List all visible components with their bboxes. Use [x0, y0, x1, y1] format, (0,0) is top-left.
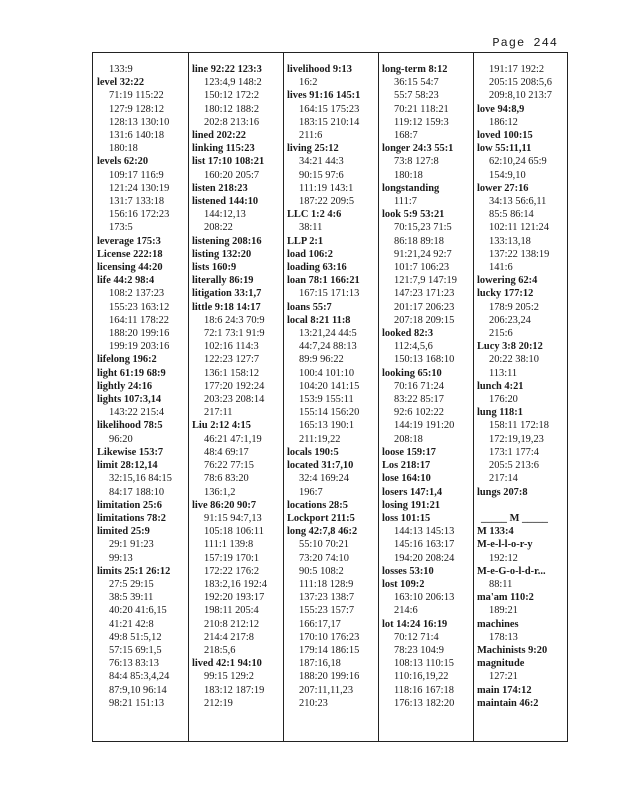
index-entry: loan 78:1 166:21	[287, 275, 360, 287]
index-entry: M-e-l-l-o-r-y	[477, 539, 533, 551]
index-subentry: 96:20	[109, 433, 133, 445]
index-subentry: 76:22 77:15	[204, 460, 254, 472]
index-subentry: 187:22 209:5	[299, 196, 355, 208]
index-subentry: 211:6	[299, 130, 323, 142]
index-subentry: 208:18	[394, 433, 423, 445]
index-entry: lowering 62:4	[477, 275, 538, 287]
index-subentry: 57:15 69:1,5	[109, 644, 162, 656]
index-entry: machines	[477, 618, 519, 630]
index-subentry: 91:15 94:7,13	[204, 512, 262, 524]
index-entry: looked 82:3	[382, 328, 434, 340]
index-subentry: 84:4 85:3,4,24	[109, 671, 170, 683]
index-subentry: 217:14	[489, 473, 518, 485]
index-subentry: 170:10 176:23	[299, 631, 360, 643]
index-entry: Liu 2:12 4:15	[192, 420, 251, 432]
index-subentry: 18:6 24:3 70:9	[204, 314, 265, 326]
index-subentry: 183:12 187:19	[204, 684, 265, 696]
index-subentry: 118:16 167:18	[394, 684, 454, 696]
index-frame	[92, 52, 568, 742]
index-subentry: 176:13 182:20	[394, 697, 455, 709]
index-entry: local 8:21 11:8	[287, 314, 351, 326]
index-subentry: 208:22	[204, 222, 233, 234]
index-subentry	[477, 499, 572, 512]
index-entry: litigation 33:1,7	[192, 288, 262, 300]
index-subentry: 108:2 137:23	[109, 288, 165, 300]
index-entry: love 94:8,9	[477, 103, 525, 115]
index-entry: M-e-G-o-l-d-r...	[477, 565, 546, 577]
index-subentry: 172:19,19,23	[489, 433, 544, 445]
index-subentry: 155:14 156:20	[299, 407, 360, 419]
index-subentry: 155:23 157:7	[299, 605, 355, 617]
index-entry: load 106:2	[287, 248, 333, 260]
index-subentry: 191:17 192:2	[489, 64, 545, 75]
index-subentry: 153:9 155:11	[299, 394, 354, 406]
index-subentry: 48:4 69:17	[204, 446, 249, 458]
index-entry: lights 107:3,14	[97, 394, 162, 406]
index-entry: lightly 24:16	[97, 380, 153, 392]
index-subentry: 145:16 163:17	[394, 539, 455, 551]
index-entry: LLP 2:1	[287, 235, 324, 247]
index-subentry: 180:12 188:2	[204, 103, 260, 115]
index-subentry: 164:15 175:23	[299, 103, 360, 115]
index-entry: lists 160:9	[192, 262, 237, 274]
index-subentry: 44:7,24 88:13	[299, 341, 357, 353]
index-entry: lung 118:1	[477, 407, 523, 419]
index-subentry: 89:9 96:22	[299, 354, 344, 366]
index-subentry: 188:20 199:16	[299, 671, 360, 683]
index-subentry: 131:6 140:18	[109, 130, 165, 142]
index-subentry: 196:7	[299, 486, 323, 498]
index-subentry: 121:7,9 147:19	[394, 275, 457, 287]
index-subentry: 150:13 168:10	[394, 354, 455, 366]
index-subentry: 180:18	[109, 143, 138, 155]
index-subentry: 207:11,11,23	[299, 684, 354, 696]
index-subentry: 207:18 209:15	[394, 314, 455, 326]
index-subentry: 141:6	[489, 262, 513, 274]
index-subentry: 178:13	[489, 631, 518, 643]
index-entry: Lockport 211:5	[287, 512, 355, 524]
index-entry: linking 115:23	[192, 143, 255, 155]
index-subentry: 206:23,24	[489, 314, 531, 326]
index-entry: Machinists 9:20	[477, 644, 548, 656]
index-subentry: 136:1 158:12	[204, 367, 260, 379]
index-subentry: 108:13 110:15	[394, 658, 454, 670]
index-entry: Lucy 3:8 20:12	[477, 341, 543, 353]
index-subentry: 173:1 177:4	[489, 446, 539, 458]
index-column-2	[188, 63, 287, 710]
index-subentry: 214:4 217:8	[204, 631, 254, 643]
index-subentry: 90:15 97:6	[299, 169, 344, 181]
index-entry: maintain 46:2	[477, 697, 539, 709]
index-subentry: 119:12 159:3	[394, 116, 449, 128]
index-entry: longer 24:3 55:1	[382, 143, 454, 155]
index-entry: lifelong 196:2	[97, 354, 157, 366]
index-subentry: 55:7 58:23	[394, 90, 439, 102]
index-column-4	[378, 63, 477, 710]
index-subentry: 144:19 191:20	[394, 420, 455, 432]
index-entry: locals 190:5	[287, 446, 339, 458]
index-subentry: 71:19 115:22	[109, 90, 164, 102]
index-entry: magnitude	[477, 658, 525, 670]
index-entry: License 222:18	[97, 248, 163, 260]
index-subentry: 178:9 205:2	[489, 301, 539, 313]
index-subentry: 131:7 133:18	[109, 196, 165, 208]
index-subentry: 72:1 73:1 91:9	[204, 328, 265, 340]
index-subentry: 133:9	[109, 64, 133, 75]
index-entry: lot 14:24 16:19	[382, 618, 448, 630]
index-entry: losers 147:1,4	[382, 486, 443, 498]
index-entry: limit 28:12,14	[97, 460, 158, 472]
index-subentry: 99:15 129:2	[204, 671, 254, 683]
index-subentry: 38:11	[299, 222, 323, 234]
index-subentry: 78:23 104:9	[394, 644, 444, 656]
index-subentry: 194:20 208:24	[394, 552, 455, 564]
index-subentry: 62:10,24 65:9	[489, 156, 547, 168]
index-subentry: 127:21	[489, 671, 518, 683]
index-entry: LLC 1:2 4:6	[287, 209, 342, 221]
index-subentry: 87:9,10 96:14	[109, 684, 167, 696]
index-subentry: 70:16 71:24	[394, 380, 444, 392]
index-subentry: 186:12	[489, 116, 518, 128]
index-entry: living 25:12	[287, 143, 339, 155]
index-subentry: 123:4,9 148:2	[204, 77, 262, 89]
index-subentry: 36:15 54:7	[394, 77, 439, 89]
index-entry: located 31:7,10	[287, 460, 354, 472]
index-subentry: 113:11	[489, 367, 518, 379]
index-entry: lined 202:22	[192, 130, 246, 142]
index-subentry: 168:7	[394, 130, 418, 142]
index-subentry: 192:12	[489, 552, 518, 564]
index-entry: limitations 78:2	[97, 512, 166, 524]
index-subentry: 121:24 130:19	[109, 182, 170, 194]
index-entry: livelihood 9:13	[287, 64, 352, 75]
index-subentry: 215:6	[489, 328, 513, 340]
index-entry: looking 65:10	[382, 367, 442, 379]
index-subentry: 158:11 172:18	[489, 420, 549, 432]
index-subentry: 147:23 171:23	[394, 288, 455, 300]
index-subentry: 46:21 47:1,19	[204, 433, 262, 445]
index-entry: list 17:10 108:21	[192, 156, 265, 168]
index-entry: level 32:22	[97, 77, 145, 89]
index-subentry: 98:21 151:13	[109, 697, 165, 709]
index-subentry: 160:20 205:7	[204, 169, 260, 181]
index-subentry: 211:19,22	[299, 433, 341, 445]
index-subentry: 172:22 176:2	[204, 565, 260, 577]
index-subentry: 144:13 145:13	[394, 526, 455, 538]
index-subentry: 205:15 208:5,6	[489, 77, 552, 89]
index-subentry: 205:5 213:6	[489, 460, 539, 472]
index-entry: licensing 44:20	[97, 262, 163, 274]
index-subentry: 133:13,18	[489, 235, 531, 247]
index-subentry: 166:17,17	[299, 618, 341, 630]
index-subentry: 32:15,16 84:15	[109, 473, 172, 485]
index-subentry: 112:4,5,6	[394, 341, 433, 353]
index-subentry: 203:23 208:14	[204, 394, 265, 406]
index-entry: levels 62:20	[97, 156, 149, 168]
index-subentry: 34:13 56:6,11	[489, 196, 547, 208]
index-subentry: 109:17 116:9	[109, 169, 164, 181]
section-heading: _____ M _____	[481, 512, 548, 524]
index-entry: look 5:9 53:21	[382, 209, 445, 221]
index-subentry: 137:23 138:7	[299, 592, 355, 604]
index-subentry: 199:19 203:16	[109, 341, 170, 353]
index-subentry: 13:21,24 44:5	[299, 328, 357, 340]
index-entry: listened 144:10	[192, 196, 259, 208]
index-entry: live 86:20 90:7	[192, 499, 257, 511]
index-subentry: 73:8 127:8	[394, 156, 439, 168]
index-entry: loved 100:15	[477, 130, 533, 142]
index-subentry: 70:15,23 71:5	[394, 222, 452, 234]
index-subentry: 49:8 51:5,12	[109, 631, 162, 643]
index-entry: loose 159:17	[382, 446, 436, 458]
index-entry: limitation 25:6	[97, 499, 162, 511]
index-subentry: 86:18 89:18	[394, 235, 444, 247]
index-entry: losing 191:21	[382, 499, 441, 511]
index-subentry: 183:15 210:14	[299, 116, 360, 128]
index-subentry: 38:5 39:11	[109, 592, 154, 604]
index-subentry: 183:2,16 192:4	[204, 578, 267, 590]
index-subentry: 164:11 178:22	[109, 314, 169, 326]
index-subentry: 91:21,24 92:7	[394, 248, 452, 260]
index-subentry: 110:16,19,22	[394, 671, 449, 683]
index-subentry: 41:21 42:8	[109, 618, 154, 630]
index-subentry: 32:4 169:24	[299, 473, 349, 485]
index-subentry: 101:7 106:23	[394, 262, 450, 274]
index-subentry: 16:2	[299, 77, 318, 89]
index-entry: lives 91:16 145:1	[287, 90, 361, 102]
index-subentry: 173:5	[109, 222, 133, 234]
index-subentry: 177:20 192:24	[204, 380, 265, 392]
index-subentry: 136:1,2	[204, 486, 236, 498]
index-entry: lungs 207:8	[477, 486, 528, 498]
index-entry: Likewise 153:7	[97, 446, 164, 458]
index-subentry: 76:13 83:13	[109, 658, 159, 670]
index-subentry: 192:20 193:17	[204, 592, 265, 604]
index-subentry: 90:5 108:2	[299, 565, 344, 577]
index-subentry: 210:8 212:12	[204, 618, 260, 630]
index-entry: lucky 177:12	[477, 288, 534, 300]
index-subentry: 111:18 128:9	[299, 578, 354, 590]
index-subentry: 143:22 215:4	[109, 407, 165, 419]
index-column-5	[473, 63, 572, 710]
index-entry: loading 63:16	[287, 262, 347, 274]
index-subentry: 187:16,18	[299, 658, 341, 670]
index-entry: lunch 4:21	[477, 380, 524, 392]
index-entry: longstanding	[382, 182, 440, 194]
page-number: Page 244	[492, 36, 558, 50]
index-entry: listening 208:16	[192, 235, 262, 247]
index-subentry: 104:20 141:15	[299, 380, 360, 392]
index-subentry: 218:5,6	[204, 644, 236, 656]
index-subentry: 111:7	[394, 196, 417, 208]
index-subentry: 70:21 118:21	[394, 103, 449, 115]
index-subentry: 179:14 186:15	[299, 644, 360, 656]
index-entry: life 44:2 98:4	[97, 275, 155, 287]
index-subentry: 176:20	[489, 394, 518, 406]
index-subentry: 84:17 188:10	[109, 486, 165, 498]
index-subentry: 137:22 138:19	[489, 248, 550, 260]
index-subentry: 34:21 44:3	[299, 156, 344, 168]
index-entry: limited 25:9	[97, 526, 150, 538]
index-subentry: 73:20 74:10	[299, 552, 349, 564]
index-entry: likelihood 78:5	[97, 420, 163, 432]
index-entry: listing 132:20	[192, 248, 252, 260]
index-entry: leverage 175:3	[97, 235, 161, 247]
index-entry: long-term 8:12	[382, 64, 448, 75]
index-entry: locations 28:5	[287, 499, 348, 511]
index-entry: long 42:7,8 46:2	[287, 526, 358, 538]
index-entry: loss 101:15	[382, 512, 431, 524]
index-entry: Los 218:17	[382, 460, 431, 472]
index-subentry: 105:18 106:11	[204, 526, 264, 538]
index-subentry: 157:19 170:1	[204, 552, 260, 564]
index-subentry: 122:23 127:7	[204, 354, 260, 366]
index-subentry: 111:1 139:8	[204, 539, 254, 551]
index-subentry: 111:19 143:1	[299, 182, 354, 194]
index-subentry: 83:22 85:17	[394, 394, 444, 406]
index-subentry: 217:11	[204, 407, 233, 419]
index-entry: M 133:4	[477, 526, 514, 538]
index-subentry: 150:12 172:2	[204, 90, 260, 102]
index-subentry: 201:17 206:23	[394, 301, 455, 313]
index-subentry: 209:8,10 213:7	[489, 90, 552, 102]
index-subentry: 85:5 86:14	[489, 209, 534, 221]
index-subentry: 55:10 70:21	[299, 539, 349, 551]
index-subentry: 40:20 41:6,15	[109, 605, 167, 617]
index-entry: line 92:22 123:3	[192, 64, 262, 75]
index-subentry: 99:13	[109, 552, 133, 564]
index-subentry: 167:15 171:13	[299, 288, 360, 300]
index-subentry: 156:16 172:23	[109, 209, 170, 221]
index-subentry: 210:23	[299, 697, 328, 709]
index-subentry: 165:13 190:1	[299, 420, 355, 432]
index-subentry: 214:6	[394, 605, 418, 617]
index-entry: lose 164:10	[382, 473, 431, 485]
index-subentry: 102:16 114:3	[204, 341, 259, 353]
index-subentry: 29:1 91:23	[109, 539, 154, 551]
index-subentry: 189:21	[489, 605, 518, 617]
index-subentry: 163:10 206:13	[394, 592, 455, 604]
index-subentry: 92:6 102:22	[394, 407, 444, 419]
index-entry: main 174:12	[477, 684, 532, 696]
index-entry: lower 27:16	[477, 182, 529, 194]
index-subentry: 88:11	[489, 578, 513, 590]
index-subentry: 180:18	[394, 169, 423, 181]
index-entry: lived 42:1 94:10	[192, 658, 262, 670]
index-entry: ma'am 110:2	[477, 592, 534, 604]
index-subentry: 27:5 29:15	[109, 578, 154, 590]
index-subentry: 188:20 199:16	[109, 328, 170, 340]
index-entry: losses 53:10	[382, 565, 434, 577]
index-column-1	[93, 63, 192, 710]
index-subentry: 100:4 101:10	[299, 367, 355, 379]
index-entry: little 9:18 14:17	[192, 301, 261, 313]
index-subentry: 144:12,13	[204, 209, 246, 221]
index-entry: loans 55:7	[287, 301, 332, 313]
index-subentry: 20:22 38:10	[489, 354, 539, 366]
index-entry: listen 218:23	[192, 182, 248, 194]
index-entry: light 61:19 68:9	[97, 367, 166, 379]
index-subentry: 78:6 83:20	[204, 473, 249, 485]
index-subentry: 198:11 205:4	[204, 605, 259, 617]
index-entry: literally 86:19	[192, 275, 254, 287]
index-subentry: 127:9 128:12	[109, 103, 165, 115]
index-subentry: 70:12 71:4	[394, 631, 439, 643]
index-subentry: 212:19	[204, 697, 233, 709]
index-entry: lost 109:2	[382, 578, 425, 590]
index-subentry: 202:8 213:16	[204, 116, 260, 128]
index-subentry: 128:13 130:10	[109, 116, 170, 128]
index-entry: limits 25:1 26:12	[97, 565, 171, 577]
index-subentry: 154:9,10	[489, 169, 526, 181]
index-entry: low 55:11,11	[477, 143, 532, 155]
index-subentry: 102:11 121:24	[489, 222, 549, 234]
index-subentry: 155:23 163:12	[109, 301, 170, 313]
index-column-3	[283, 63, 382, 710]
